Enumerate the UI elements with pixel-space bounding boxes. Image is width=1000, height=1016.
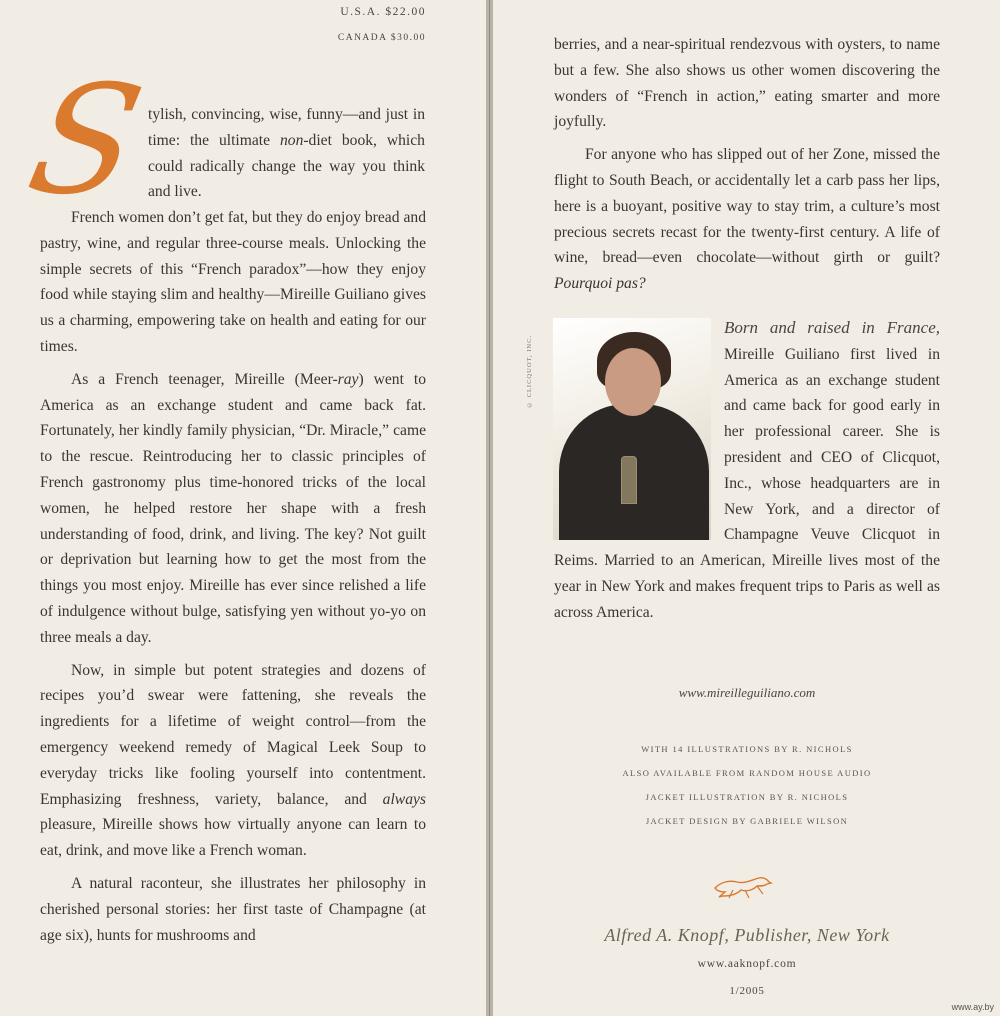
bio-text: Mireille Guiliano first lived in America as an exchange student and came back for good early in her professional career. She is president and CEO of Clicquot, Inc., whose headquarters are in New York, and a director of Champagne Veuve Clicquot in Reims. Married to an American, Mireille lives most of the year in New York and makes frequent trips to Paris as well as across America.: [554, 345, 940, 621]
credit-line: ALSO AVAILABLE FROM RANDOM HOUSE AUDIO: [622, 768, 872, 778]
panel-divider: [486, 0, 493, 1016]
intro-emphasis: non: [279, 131, 304, 149]
publisher-url: www.aaknopf.com: [697, 958, 797, 970]
paragraph-2-a: As a French teenager, Mireille (Meer-: [71, 370, 338, 388]
bio-lead: Born and raised in France,: [724, 318, 940, 337]
credit-line: JACKET DESIGN BY GABRIELE WILSON: [645, 816, 849, 826]
paragraph-2: [40, 367, 426, 651]
photo-credit: © CLICQUOT, INC.: [526, 334, 533, 408]
author-bio: [554, 315, 940, 626]
paragraph-1: French women don’t get fat, but they do enjoy bread and pastry, wine, and regular three-course meals. Unlocking the simple secrets of this “French paradox”—how they enjoy food while staying slim and healthy—Mireille Guiliano gives us a charming, empowering take on health and eating for our times.: [40, 209, 426, 355]
right-paragraph-2-a: For anyone who has slipped out of her Zone, missed the flight to South Beach, or accidentally let a carb pass her lips, here is a buoyant, positive way to stay trim, a culture’s most precious secrets recast for the twenty-first century. A life of wine, bread—even chocolate—without girth or guilt?: [554, 146, 940, 267]
right-paragraph-2-emphasis: Pourquoi pas?: [554, 275, 646, 293]
intro-paragraph: [148, 102, 425, 205]
right-paragraph-1: berries, and a near-spiritual rendezvous with oysters, to name but a few. She also shows us other women discovering the wonders of “French in action,” eating smarter and more joyfully.: [554, 36, 940, 131]
intro-text-a: tylish, convincing, wise, funny—and just in time: the ultimate: [148, 106, 425, 149]
paragraph-3-emphasis: always: [382, 790, 426, 808]
watermark: www.ay.by: [951, 1002, 994, 1012]
back-flap-left: [0, 0, 486, 1016]
paragraph-3: [40, 658, 426, 864]
drop-cap: S: [15, 54, 156, 228]
right-paragraph-2: [554, 142, 940, 297]
author-website: www.mireilleguiliano.com: [678, 685, 816, 700]
paragraph-3-a: Now, in simple but potent strategies and dozens of recipes you’d swear were fattening, she reveals the ingredients for a lifetime of weight control—from the emergency weekend remedy of Magical Leek Soup to everyday tricks like fooling yourself into contentment. Emphasizing freshness, variety, balance, and: [40, 661, 426, 808]
paragraph-2-emphasis: ray: [337, 370, 359, 388]
intro-text-b: -diet book, which could radically change the way you think and live.: [148, 131, 425, 201]
publisher-name: Alfred A. Knopf, Publisher, New York: [604, 925, 890, 945]
paragraph-2-b: ) went to America as an exchange student and came back fat. Fortunately, her kindly family physician, “Dr. Miracle,” came to the rescue. Reintroducing her to classic principles of French gastronomy plus time-honored tricks of the local women, he helped restore her shape with a fresh understanding of food, drink, and living. The key? Not guilt or deprivation but learning how to get the most from the things you most enjoy. Mireille has ever since relished a life of indulgence without bulge, satisfying yen without yo-yo on three meals a day.: [40, 370, 426, 646]
paragraph-3-b: pleasure, Mireille shows how virtually anyone can learn to eat, drink, and move like a French woman.: [40, 816, 426, 860]
price-usa: U.S.A. $22.00: [340, 6, 426, 18]
left-body-text: [40, 205, 426, 948]
right-body-text: [554, 32, 940, 297]
credit-line: WITH 14 ILLUSTRATIONS BY R. NICHOLS: [641, 744, 853, 754]
price-canada: CANADA $30.00: [337, 33, 426, 43]
borzoi-dog-icon: [711, 870, 775, 900]
paragraph-4: A natural raconteur, she illustrates her philosophy in cherished personal stories: her first taste of Champagne (at age six), hunts for mushrooms and: [40, 874, 426, 944]
credits-list: [554, 737, 940, 833]
credit-line: JACKET ILLUSTRATION BY R. NICHOLS: [645, 792, 849, 802]
date-code: 1/2005: [729, 985, 765, 997]
